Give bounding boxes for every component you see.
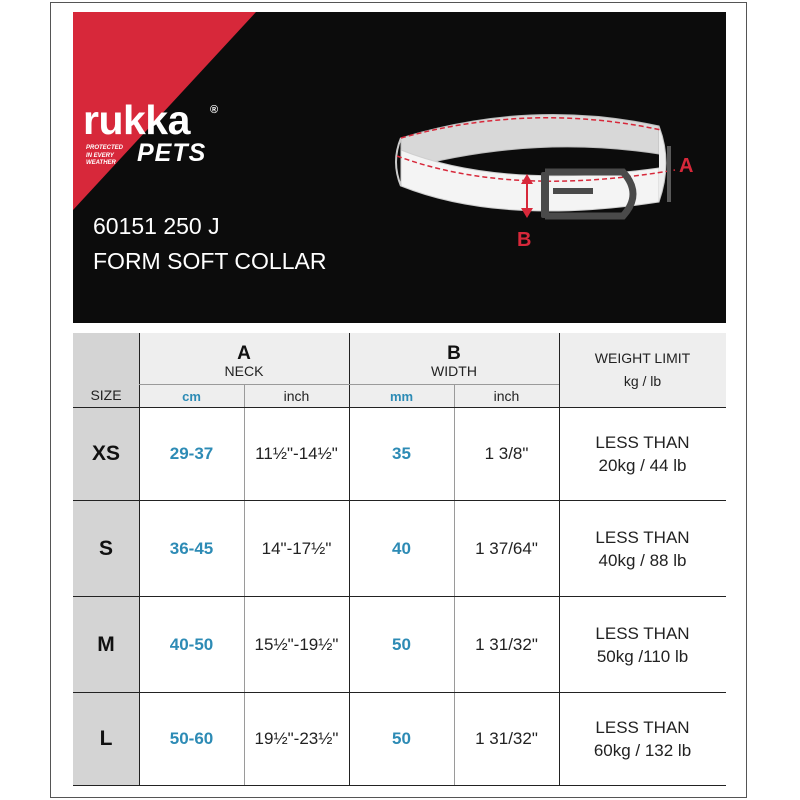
weight-header	[559, 347, 726, 393]
divider	[73, 407, 726, 408]
unit-mm: mm	[389, 388, 414, 404]
width-inch-cell: 1 31/32"	[475, 634, 538, 654]
divider	[73, 596, 726, 597]
weight-line: 60kg / 132 lb	[593, 741, 692, 760]
divider	[244, 385, 245, 786]
divider	[73, 692, 726, 693]
size-table	[73, 333, 726, 786]
width-mm-cell: 50	[392, 729, 411, 748]
brand-tagline	[86, 145, 130, 168]
collar-illustration	[391, 90, 721, 250]
size-cell: XS	[91, 442, 120, 465]
neck-inch-cell: 19½"-23½"	[254, 729, 339, 748]
neck-letter: A	[237, 342, 251, 364]
weight-limit-cell	[559, 408, 726, 500]
divider	[73, 785, 726, 786]
weight-limit-cell	[559, 693, 726, 785]
registered-mark: ®	[210, 104, 219, 116]
size-cell: S	[98, 536, 113, 560]
width-title: WIDTH	[431, 362, 477, 379]
width-inch-cell: 1 31/32"	[475, 729, 538, 748]
divider	[73, 500, 726, 501]
weight-limit-cell	[559, 501, 726, 596]
neck-title: NECK	[224, 362, 264, 379]
width-letter: B	[447, 342, 461, 364]
weight-line: LESS THAN	[595, 623, 690, 643]
neck-inch-cell: 11½"-14½"	[255, 444, 338, 463]
size-cell: L	[99, 727, 113, 750]
product-code: 60151 250 J	[93, 213, 220, 239]
weight-limit-cell	[559, 597, 726, 692]
brand-name: rukka	[83, 97, 190, 143]
weight-line: 50kg /110 lb	[596, 646, 689, 666]
label-b: B	[517, 229, 532, 250]
width-mm-cell: 40	[392, 538, 411, 558]
neck-inch-cell: 14"-17½"	[261, 538, 332, 558]
weight-title: WEIGHT LIMIT	[594, 350, 691, 366]
width-inch-cell: 1 37/64"	[475, 538, 538, 558]
product-name: FORM SOFT COLLAR	[93, 248, 327, 274]
neck-inch-cell: 15½"-19½"	[254, 634, 339, 654]
neck-cm-cell: 40-50	[169, 634, 214, 654]
neck-cm-cell: 50-60	[169, 729, 214, 748]
unit-cm: cm	[182, 388, 201, 404]
size-header: SIZE	[90, 387, 122, 403]
weight-units: kg / lb	[623, 373, 662, 389]
neck-cm-cell: 29-37	[169, 444, 214, 463]
weight-line: LESS THAN	[595, 433, 690, 452]
width-header	[349, 339, 559, 383]
weight-line: LESS THAN	[595, 718, 690, 737]
divider	[559, 333, 560, 786]
width-mm-cell: 50	[392, 634, 411, 654]
unit-inch: inch	[283, 388, 310, 404]
brand-sub: PETS	[137, 139, 207, 167]
divider	[454, 385, 455, 786]
weight-line: 40kg / 88 lb	[598, 550, 687, 570]
tagline-line: IN EVERY	[86, 152, 114, 159]
width-inch-cell: 1 3/8"	[484, 444, 529, 463]
weight-line: LESS THAN	[595, 527, 690, 547]
tagline-line: WEATHER	[86, 160, 116, 166]
tagline-line: PROTECTED	[86, 145, 124, 151]
neck-cm-cell: 36-45	[169, 538, 214, 558]
width-mm-cell: 35	[392, 444, 411, 463]
divider	[139, 333, 140, 786]
weight-line: 20kg / 44 lb	[598, 456, 687, 475]
divider	[349, 333, 350, 786]
divider	[139, 384, 559, 385]
unit-inch: inch	[493, 388, 520, 404]
neck-header	[139, 339, 349, 383]
label-a: A	[679, 155, 694, 177]
product-banner	[73, 12, 726, 323]
size-cell: M	[97, 632, 115, 656]
